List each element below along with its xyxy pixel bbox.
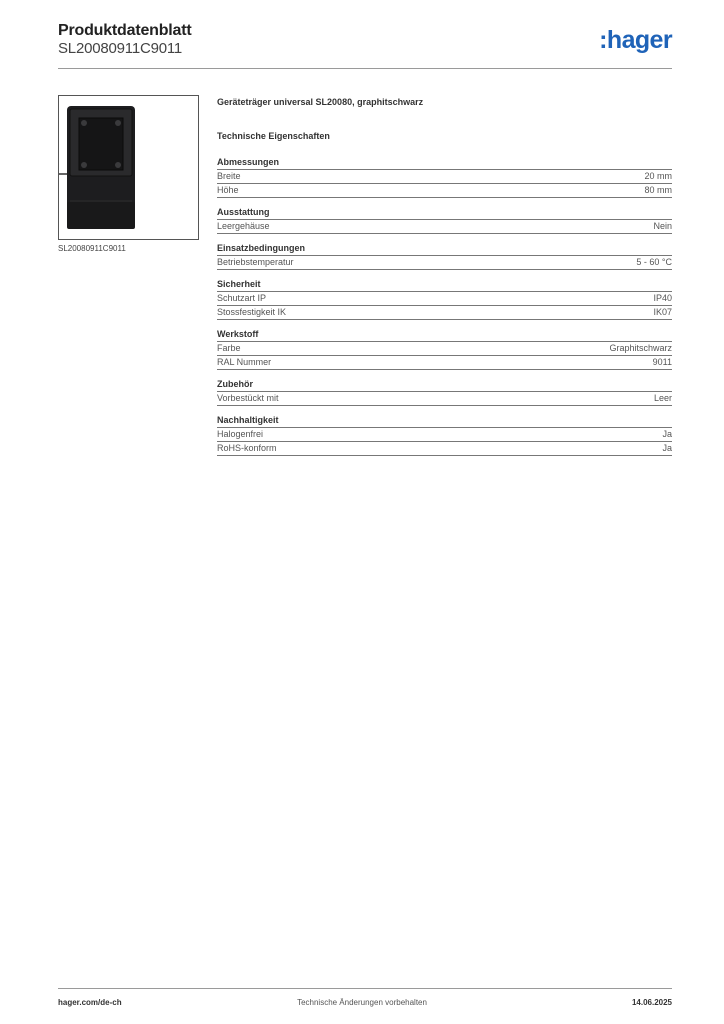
- spec-group: [217, 414, 672, 456]
- spec-value: Graphitschwarz: [609, 343, 672, 353]
- spec-group-title: Werkstoff: [217, 328, 672, 342]
- spec-row: [217, 256, 672, 270]
- spec-group-title: Sicherheit: [217, 278, 672, 292]
- footer-date: 14.06.2025: [631, 998, 672, 1007]
- spec-label: Halogenfrei: [217, 429, 264, 439]
- spec-group-title: Ausstattung: [217, 206, 672, 220]
- spec-group-title: Zubehör: [217, 378, 672, 392]
- image-caption: SL20080911C9011: [58, 244, 126, 253]
- spec-label: Betriebstemperatur: [217, 257, 294, 267]
- product-image: [58, 95, 199, 240]
- spec-value: Ja: [662, 443, 672, 453]
- hager-logo: [599, 26, 672, 54]
- footer-disclaimer: Technische Änderungen vorbehalten: [297, 998, 427, 1007]
- spec-label: RoHS-konform: [217, 443, 277, 453]
- spec-group-title: Abmessungen: [217, 156, 672, 170]
- logo-dots-icon: :: [599, 26, 607, 54]
- spec-label: Farbe: [217, 343, 241, 353]
- spec-row: [217, 356, 672, 370]
- spec-value: 80 mm: [644, 185, 672, 195]
- spec-row: [217, 342, 672, 356]
- spec-group: [217, 378, 672, 406]
- specs-table: [217, 156, 672, 464]
- spec-value: 5 - 60 °C: [636, 257, 672, 267]
- spec-group-title: Nachhaltigkeit: [217, 414, 672, 428]
- spec-label: RAL Nummer: [217, 357, 272, 367]
- spec-value: Ja: [662, 429, 672, 439]
- spec-group: [217, 328, 672, 370]
- footer-website-link[interactable]: hager.com/de-ch: [58, 998, 122, 1007]
- logo-text: hager: [606, 26, 672, 54]
- spec-row: [217, 306, 672, 320]
- spec-value: IP40: [653, 293, 672, 303]
- spec-label: Leergehäuse: [217, 221, 270, 231]
- device-carrier-icon: [59, 96, 198, 239]
- spec-group: [217, 156, 672, 198]
- spec-value: IK07: [653, 307, 672, 317]
- header-divider: [58, 68, 672, 69]
- product-title: Geräteträger universal SL20080, graphitschwarz: [217, 97, 424, 107]
- spec-group-title: Einsatzbedingungen: [217, 242, 672, 256]
- spec-label: Breite: [217, 171, 241, 181]
- spec-value: Nein: [653, 221, 672, 231]
- spec-row: [217, 442, 672, 456]
- spec-group: [217, 278, 672, 320]
- spec-row: [217, 428, 672, 442]
- spec-label: Stossfestigkeit IK: [217, 307, 287, 317]
- spec-row: [217, 292, 672, 306]
- spec-value: Leer: [653, 393, 672, 403]
- spec-row: [217, 220, 672, 234]
- spec-label: Vorbestückt mit: [217, 393, 279, 403]
- spec-row: [217, 184, 672, 198]
- spec-value: 9011: [652, 357, 672, 367]
- spec-group: [217, 206, 672, 234]
- footer-divider: [58, 988, 672, 989]
- spec-row: [217, 170, 672, 184]
- spec-value: 20 mm: [644, 171, 672, 181]
- spec-group: [217, 242, 672, 270]
- page-title: Produktdatenblatt: [58, 22, 192, 39]
- product-code: SL20080911C9011: [58, 40, 183, 57]
- spec-label: Schutzart IP: [217, 293, 267, 303]
- spec-label: Höhe: [217, 185, 239, 195]
- section-heading: Technische Eigenschaften: [217, 131, 330, 141]
- spec-row: [217, 392, 672, 406]
